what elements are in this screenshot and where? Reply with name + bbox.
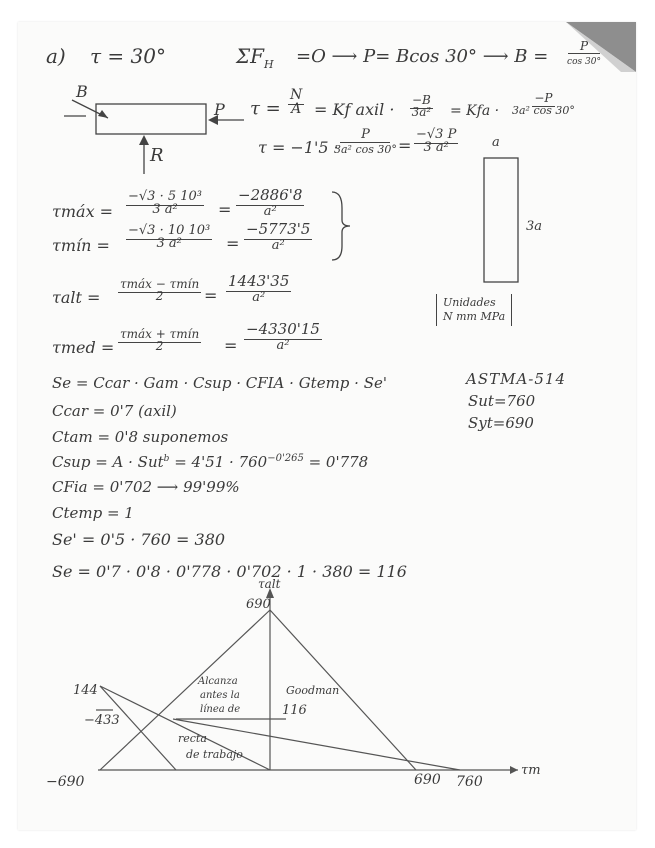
marin-se-prime: Se' = 0'5 · 760 = 380: [52, 530, 226, 549]
fbd-label-r: R: [150, 145, 164, 166]
tau-med-eq: =: [224, 336, 238, 355]
tau-med-lhs: τmed =: [52, 338, 115, 357]
part-label: a): [46, 44, 66, 68]
angle-value: τ = 30°: [90, 44, 166, 68]
material-sut: Sut=760: [468, 392, 536, 410]
annotation-alcanza-3: línea de: [200, 704, 241, 715]
tau-max-fraction: −√3 · 5 10³ 3 a²: [128, 189, 203, 217]
minus-b-fraction: −B 3a²: [411, 93, 432, 119]
minus-p-fraction: −P 3a² cos 30°: [512, 91, 575, 117]
sum-forces: $\Sigma F_H$: [236, 44, 274, 71]
annotation-recta-2: de trabajo: [186, 748, 243, 761]
x-neg-label: −690: [46, 774, 85, 790]
goodman-line-right: [173, 719, 460, 770]
x-axis-label: τm: [521, 763, 541, 778]
marin-ctemp: Ctemp = 1: [52, 504, 134, 522]
x-690-label: 690: [414, 772, 441, 788]
material-syt: Syt=690: [468, 414, 534, 432]
stress-lhs: τ =: [250, 98, 281, 119]
b-fraction: P cos 30°: [567, 39, 601, 67]
kf-axil: = Kf axil ·: [314, 100, 395, 119]
annotation-alcanza-2: antes la: [200, 690, 240, 701]
tau-alt-lhs: τalt =: [52, 288, 101, 307]
sqrt-fraction: −√3 P 3 a²: [416, 127, 457, 155]
goodman-diagram: [18, 22, 636, 830]
marin-se-final: Se = 0'7 · 0'8 · 0'778 · 0'702 · 1 · 380 = 116: [52, 562, 407, 581]
label-144: 144: [73, 683, 98, 698]
section-height: 3a: [526, 219, 543, 234]
tau-min-fraction: −√3 · 10 10³ 3 a²: [128, 223, 211, 251]
x-760-label: 760: [456, 774, 483, 790]
tau-med-fraction: τmáx + τmín 2: [120, 327, 200, 353]
annotation-recta-1: recta: [178, 732, 207, 745]
tau-max-result: −2886'8 a²: [238, 186, 303, 219]
annotation-goodman: Goodman: [286, 684, 340, 697]
x-arrow: [510, 766, 518, 774]
tau-max-eq: =: [218, 200, 232, 219]
tau-min-eq: =: [226, 234, 240, 253]
stress-lhs-2: τ = −1'5 ·: [258, 138, 339, 157]
section-width: a: [492, 135, 500, 150]
notebook-sheet: [18, 22, 636, 830]
tau-alt-fraction: τmáx − τmín 2: [120, 277, 200, 303]
label-433: −433: [84, 713, 120, 728]
marin-cfia: CFia = 0'702 ⟶ 99'99%: [52, 478, 240, 496]
tau-min-result: −5773'5 a²: [246, 220, 311, 253]
annotation-116: 116: [282, 703, 307, 718]
material-name: ASTMA-514: [466, 370, 567, 388]
y-axis-label: τalt: [258, 577, 281, 591]
y-top-label: 690: [246, 597, 271, 612]
fbd-label-b: B: [76, 82, 88, 101]
diagram-lines: [96, 588, 518, 774]
tau-med-result: −4330'15 a²: [246, 320, 320, 353]
work-line: [100, 686, 176, 770]
marin-csup: Csup = $A \cdot Sut^b = 4'51 \cdot 760^{-0'265} = 0'778$: [52, 453, 369, 471]
marin-ccar: Ccar = 0'7 (axil): [52, 402, 177, 420]
units-note: Unidades N mm MPa: [436, 294, 512, 326]
marin-se: Se = Ccar · Gam · Csup · CFIA · Gtemp · Se': [52, 374, 387, 392]
n-over-a: N A: [290, 87, 303, 117]
p-fraction: P 3a² cos 30°: [334, 127, 397, 156]
goodman-line-left: [100, 686, 270, 770]
tau-max-lhs: τmáx =: [52, 202, 114, 221]
tau-alt-eq: =: [204, 286, 218, 305]
yield-line-left: [100, 610, 270, 770]
tau-min-lhs: τmín =: [52, 236, 110, 255]
eq-sign: =: [398, 136, 412, 155]
equilibrium-equation: =O ⟶ P= Bcos 30° ⟶ B =: [296, 46, 549, 67]
tau-alt-result: 1443'35 a²: [228, 272, 290, 305]
kfa: = Kfa ·: [450, 103, 500, 119]
marin-ctam: Ctam = 0'8 suponemos: [52, 428, 229, 446]
fbd-label-p: P: [214, 100, 225, 119]
annotation-alcanza-1: Alcanza: [198, 676, 238, 687]
